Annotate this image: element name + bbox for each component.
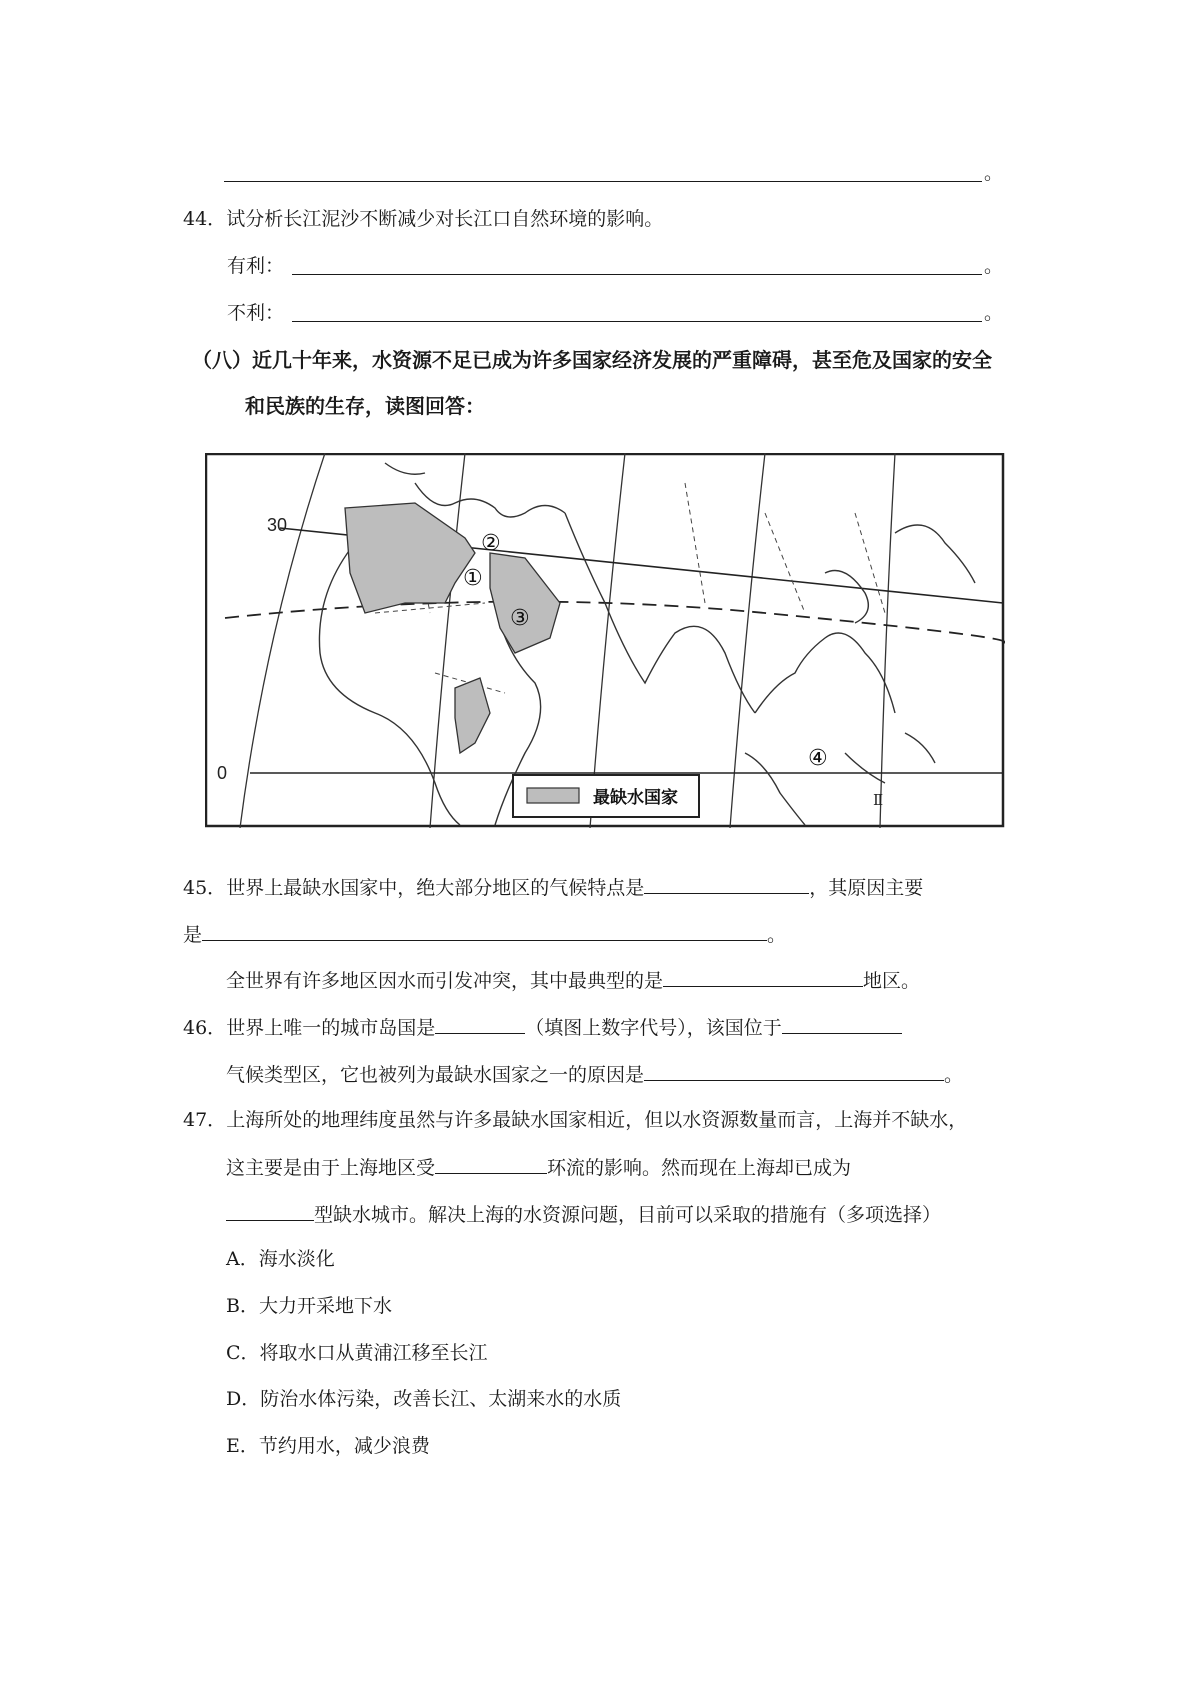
question-text: 世界上最缺水国家中，绝大部分地区的气候特点是 <box>226 877 645 899</box>
q46-answer-blank-1[interactable] <box>435 1013 525 1034</box>
question-44 <box>183 206 663 232</box>
q47-answer-blank-2[interactable] <box>226 1200 314 1221</box>
option-text: 海水淡化 <box>258 1248 335 1270</box>
question-text: 世界上唯一的城市岛国是 <box>226 1017 436 1039</box>
option-text: 防治水体污染，改善长江、太湖来水的水质 <box>260 1388 622 1410</box>
answer-line-43[interactable] <box>224 181 982 182</box>
question-45-line-3 <box>226 966 920 994</box>
option-d[interactable] <box>226 1386 621 1412</box>
question-47-line-2 <box>226 1153 851 1181</box>
option-b[interactable] <box>226 1293 392 1319</box>
q44-pro-label: 有利： <box>227 255 285 277</box>
period: 。 <box>984 255 1004 277</box>
marker-3: ③ <box>510 606 530 631</box>
section-label: （八） <box>192 348 252 372</box>
marker-1: ① <box>463 566 483 591</box>
water-scarcity-map <box>205 453 1005 828</box>
line-start: 气候类型区，它也被列为最缺水国家之一的原因是 <box>226 1064 645 1086</box>
line-start: 全世界有许多地区因水而引发冲突，其中最典型的是 <box>226 970 664 992</box>
option-letter: B． <box>226 1295 259 1317</box>
line-start: 是 <box>183 924 203 946</box>
line-end: 型缺水城市。解决上海的水资源问题，目前可以采取的措施有（多项选择） <box>314 1204 942 1226</box>
option-text: 节约用水，减少浪费 <box>258 1435 430 1457</box>
marker-4: ④ <box>808 746 828 771</box>
option-letter: E． <box>226 1435 259 1457</box>
option-letter: C． <box>226 1342 260 1364</box>
option-a[interactable] <box>226 1246 335 1272</box>
legend-label: 最缺水国家 <box>593 788 678 808</box>
q46-answer-blank-2[interactable] <box>782 1013 902 1034</box>
line-end: 环流的影响。然而现在上海却已成为 <box>547 1157 852 1179</box>
q47-answer-blank-1[interactable] <box>435 1153 547 1174</box>
question-text: 上海所处的地理纬度虽然与许多最缺水国家相近，但以水资源数量而言，上海并不缺水， <box>226 1109 968 1131</box>
line-end: 地区。 <box>863 970 921 992</box>
question-number: 47． <box>183 1109 227 1131</box>
option-text: 大力开采地下水 <box>258 1295 392 1317</box>
question-46-line-2 <box>226 1060 963 1088</box>
question-45 <box>183 873 923 901</box>
option-text: 将取水口从黄浦江移至长江 <box>259 1342 488 1364</box>
q44-con-label: 不利： <box>227 302 285 324</box>
q46-answer-blank-3[interactable] <box>644 1060 944 1081</box>
latitude-30-label: 30 <box>267 515 288 535</box>
section-8-intro-cont: 和民族的生存，读图回答： <box>245 394 485 418</box>
latitude-0-label: 0 <box>217 763 228 783</box>
map-frame <box>206 454 1003 826</box>
section-text: 近几十年来，水资源不足已成为许多国家经济发展的严重障碍，甚至危及国家的安全 <box>252 348 992 372</box>
question-number: 44． <box>183 208 227 230</box>
line-start: 这主要是由于上海地区受 <box>226 1157 436 1179</box>
option-e[interactable] <box>226 1433 430 1459</box>
q44-pro-answer-line[interactable] <box>292 274 982 275</box>
option-letter: A． <box>226 1248 259 1270</box>
corner-mark: Ⅱ <box>873 791 884 809</box>
question-47 <box>183 1107 967 1133</box>
option-c[interactable] <box>226 1340 488 1366</box>
q44-con-answer-line[interactable] <box>292 321 982 322</box>
question-text-cont: （填图上数字代号），该国位于 <box>525 1017 782 1039</box>
question-47-line-3 <box>226 1200 941 1228</box>
question-text-cont: ，其原因主要 <box>809 877 924 899</box>
period: 。 <box>984 302 1004 324</box>
line-end: 。 <box>944 1064 964 1086</box>
legend-swatch <box>527 788 579 803</box>
q45-answer-blank-1[interactable] <box>644 873 809 894</box>
question-45-line-2 <box>183 920 786 948</box>
line-end: 。 <box>767 924 787 946</box>
question-number: 45． <box>183 877 227 899</box>
question-number: 46． <box>183 1017 227 1039</box>
section-8-intro <box>192 347 992 373</box>
q45-answer-blank-3[interactable] <box>663 966 863 987</box>
question-46 <box>183 1013 902 1041</box>
period: 。 <box>984 162 1004 184</box>
option-letter: D． <box>226 1388 261 1410</box>
q45-answer-blank-2[interactable] <box>202 920 767 941</box>
marker-2: ② <box>481 531 501 556</box>
question-text: 试分析长江泥沙不断减少对长江口自然环境的影响。 <box>226 208 664 230</box>
